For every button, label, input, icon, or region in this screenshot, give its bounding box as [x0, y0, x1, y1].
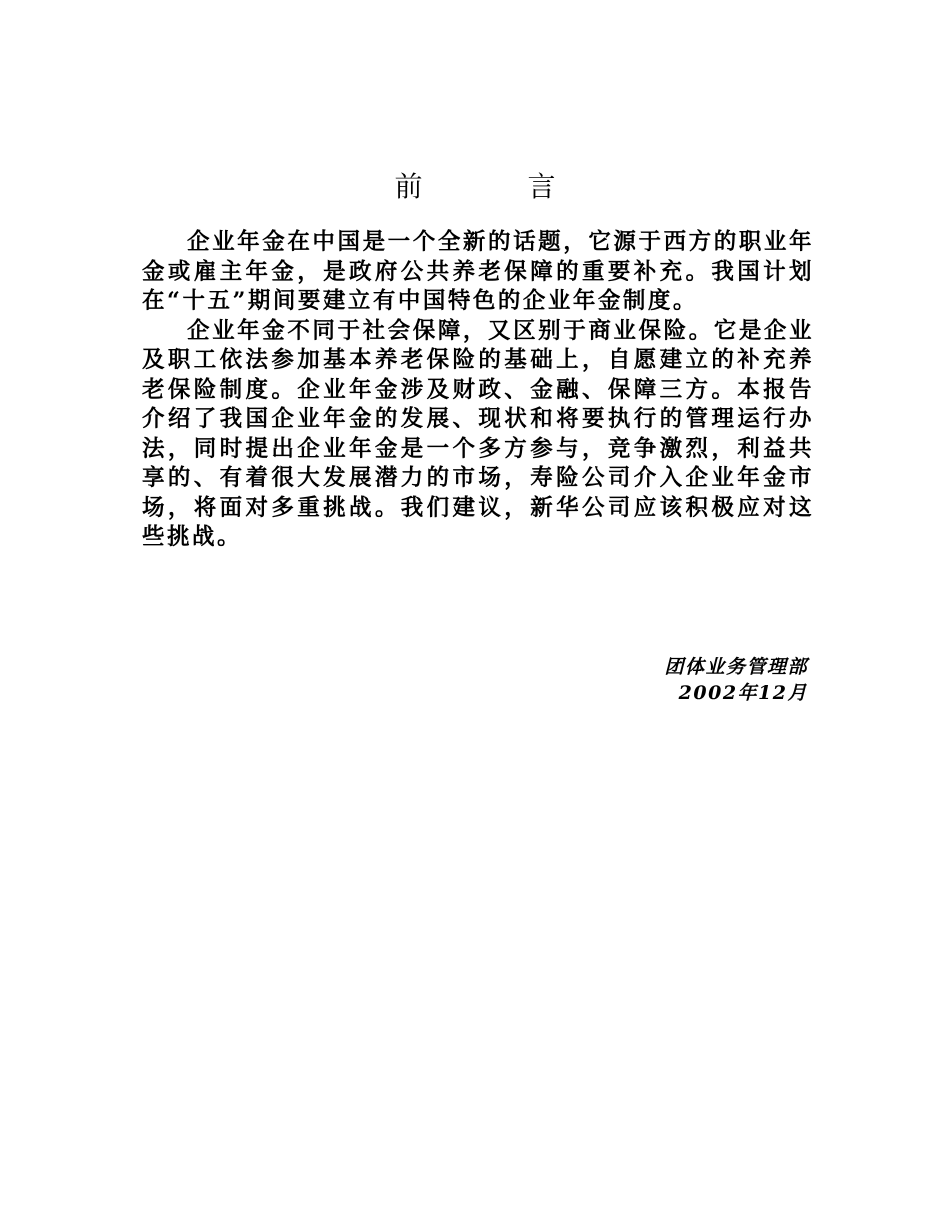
- paragraph-2: 企业年金不同于社会保障，又区别于商业保险。它是企业及职工依法参加基本养老保险的基础上，自愿建立的补充养老保险制度。企业年金涉及财政、金融、保障三方。本报告介绍了我国企业年金的发展、现状和将要执行的管理运行办法，同时提出企业年金是一个多方参与，竞争激烈，利益共享的、有着很大发展潜力的市场，寿险公司介入企业年金市场，将面对多重挑战。我们建议，新华公司应该积极应对这些挑战。: [142, 317, 814, 550]
- paragraph-1: 企业年金在中国是一个全新的话题，它源于西方的职业年金或雇主年金，是政府公共养老保障的重要补充。我国计划在“十五”期间要建立有中国特色的企业年金制度。: [142, 229, 814, 314]
- signature-date: 2002年12月: [678, 682, 808, 704]
- signature-department: 团体业务管理部: [664, 656, 808, 678]
- page-title: 前 言: [394, 170, 604, 203]
- signature-block: [664, 654, 808, 706]
- preface-body: [142, 228, 814, 553]
